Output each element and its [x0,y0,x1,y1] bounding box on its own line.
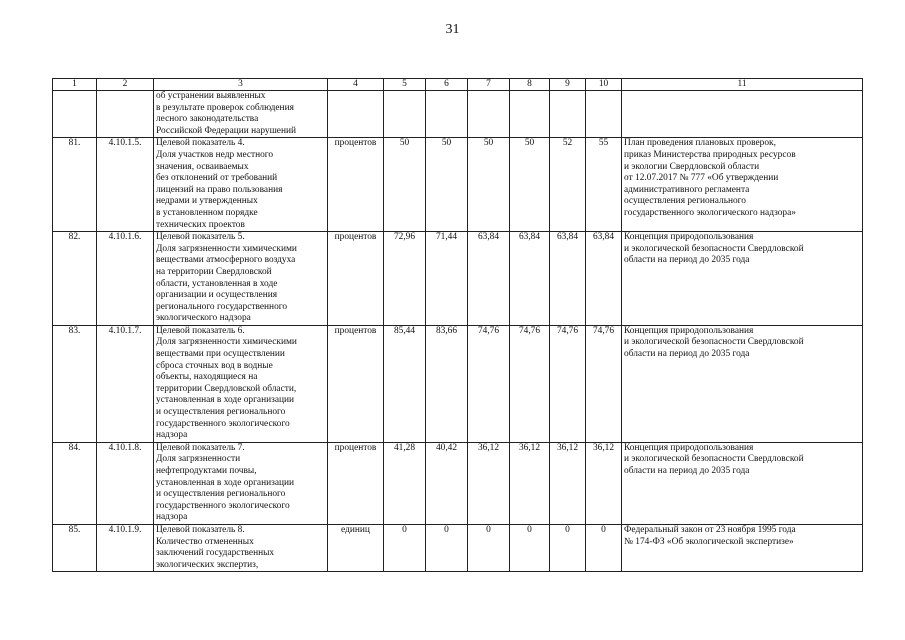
row-number: 85. [53,524,97,571]
value-col7: 74,76 [468,325,510,442]
value-col10: 0 [586,524,622,571]
value-col8 [510,91,550,138]
column-header: 8 [510,79,550,91]
source-document: Федеральный закон от 23 ноября 1995 года № 174-ФЗ «Об экологической экспертизе» [622,524,863,571]
value-col5: 85,44 [384,325,426,442]
source-document: Концепция природопользования и экологической безопасности Свердловской области на период до 2035 года [622,442,863,524]
indicator-code: 4.10.1.7. [97,325,154,442]
column-header: 4 [328,79,384,91]
column-header: 1 [53,79,97,91]
value-col8: 0 [510,524,550,571]
value-col7: 36,12 [468,442,510,524]
value-col5: 50 [384,138,426,232]
value-col6: 71,44 [426,232,468,326]
value-col5 [384,91,426,138]
value-col10: 55 [586,138,622,232]
table-row [53,91,863,138]
column-header: 6 [426,79,468,91]
indicator-code: 4.10.1.9. [97,524,154,571]
value-col9: 74,76 [550,325,586,442]
value-col8: 50 [510,138,550,232]
row-number: 81. [53,138,97,232]
row-number [53,91,97,138]
value-col10: 63,84 [586,232,622,326]
value-col5: 0 [384,524,426,571]
indicator-code: 4.10.1.8. [97,442,154,524]
value-col6: 0 [426,524,468,571]
value-col8: 36,12 [510,442,550,524]
value-col6: 83,66 [426,325,468,442]
header-row [53,79,863,91]
value-col8: 74,76 [510,325,550,442]
value-col9: 63,84 [550,232,586,326]
table-row [53,524,863,571]
page-number: 31 [445,22,460,37]
value-col5: 72,96 [384,232,426,326]
column-header: 10 [586,79,622,91]
source-document: План проведения плановых проверок, приказ Министерства природных ресурсов и экологии Свердловской области от 12.07.2017 № 777 «Об утверждении административного регламента осуществления регионального государственного экологического надзора» [622,138,863,232]
value-col6: 40,42 [426,442,468,524]
row-number: 83. [53,325,97,442]
indicator-name: об устранении выявленных в результате проверок соблюдения лесного законодательства Российской Федерации нарушений [154,91,328,138]
column-header: 11 [622,79,863,91]
column-header: 9 [550,79,586,91]
source-document: Концепция природопользования и экологической безопасности Свердловской области на период до 2035 года [622,325,863,442]
indicator-name: Целевой показатель 7. Доля загрязненности нефтепродуктами почвы, установленная в ходе организации и осуществления регионального государственного экологического надзора [154,442,328,524]
indicator-code [97,91,154,138]
table-row [53,138,863,232]
indicators-table [52,78,863,572]
unit: единиц [328,524,384,571]
column-header: 3 [154,79,328,91]
value-col9 [550,91,586,138]
table-row [53,442,863,524]
source-document: Концепция природопользования и экологической безопасности Свердловской области на период до 2035 года [622,232,863,326]
value-col9: 0 [550,524,586,571]
unit: процентов [328,442,384,524]
value-col6: 50 [426,138,468,232]
value-col10: 74,76 [586,325,622,442]
indicator-name: Целевой показатель 4. Доля участков недр местного значения, осваиваемых без отклонений от требований лицензий на право пользования недрами и утвержденных в установленном порядке технических проектов [154,138,328,232]
value-col7 [468,91,510,138]
value-col8: 63,84 [510,232,550,326]
column-header: 5 [384,79,426,91]
indicator-code: 4.10.1.5. [97,138,154,232]
unit [328,91,384,138]
indicator-name: Целевой показатель 5. Доля загрязненности химическими веществами атмосферного воздуха на территории Свердловской области, установленная в ходе организации и осуществления регионального государственного экологического надзора [154,232,328,326]
value-col6 [426,91,468,138]
column-header: 2 [97,79,154,91]
indicator-name: Целевой показатель 8. Количество отмененных заключений государственных экологических экспертиз, [154,524,328,571]
value-col9: 36,12 [550,442,586,524]
table-row [53,232,863,326]
value-col10: 36,12 [586,442,622,524]
unit: процентов [328,232,384,326]
column-header: 7 [468,79,510,91]
value-col7: 50 [468,138,510,232]
value-col7: 63,84 [468,232,510,326]
row-number: 84. [53,442,97,524]
value-col5: 41,28 [384,442,426,524]
value-col10 [586,91,622,138]
source-document [622,91,863,138]
table-row [53,325,863,442]
indicator-code: 4.10.1.6. [97,232,154,326]
indicator-name: Целевой показатель 6. Доля загрязненности химическими веществами при осуществлении сброса сточных вод в водные объекты, находящиеся на территории Свердловской области, установленная в ходе организации и осуществления регионального государственного экологического надзора [154,325,328,442]
value-col9: 52 [550,138,586,232]
unit: процентов [328,325,384,442]
unit: процентов [328,138,384,232]
row-number: 82. [53,232,97,326]
value-col7: 0 [468,524,510,571]
